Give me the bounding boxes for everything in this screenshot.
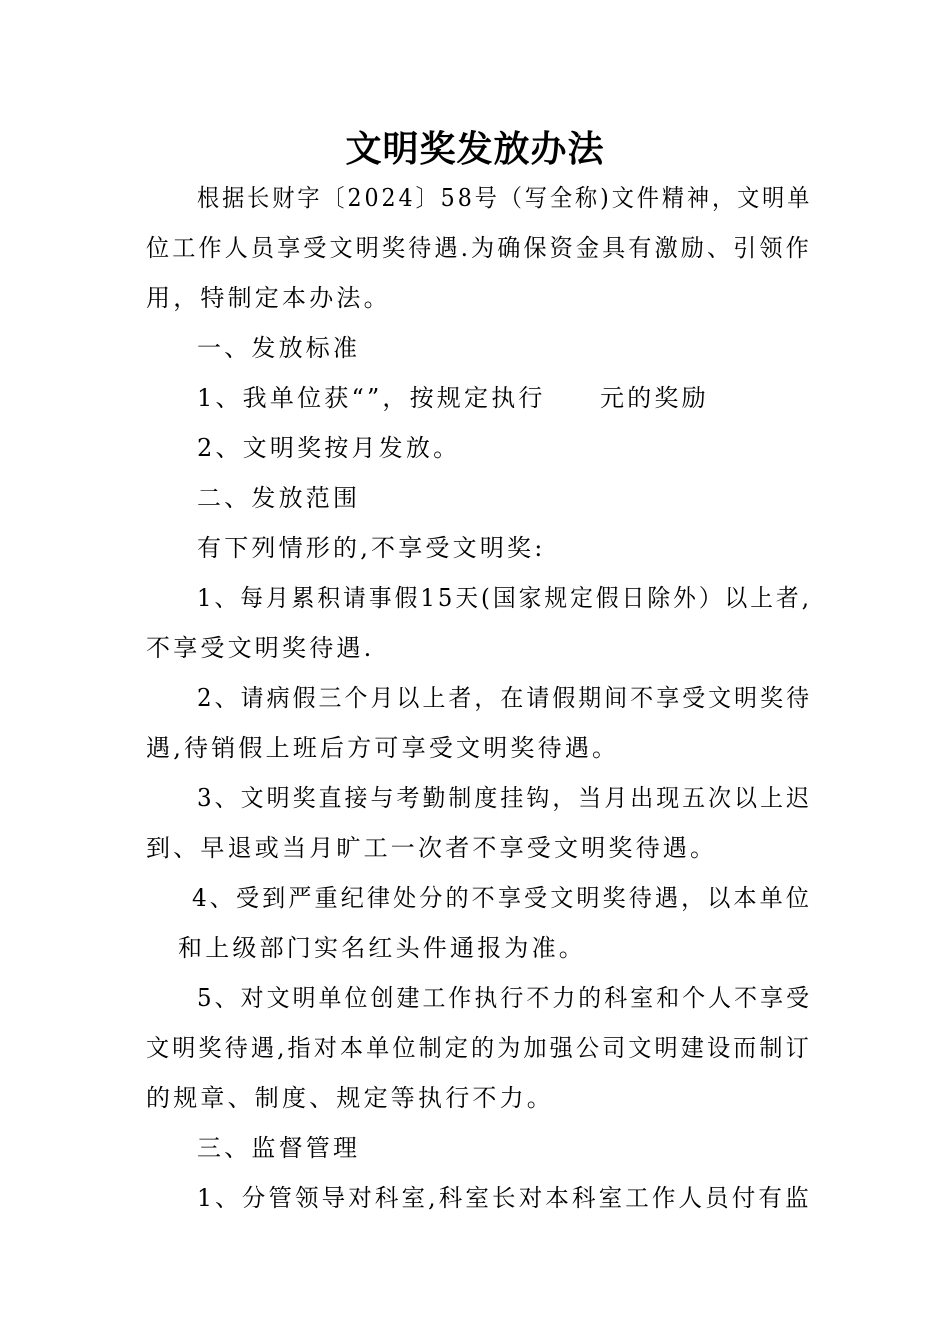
paragraph-line: 遇,待销假上班后方可享受文明奖待遇。 [146,734,620,762]
paragraph-line: 和上级部门实名红头件通报为准。 [178,934,586,962]
paragraph-line: 1、我单位获“”，按规定执行 元的奖励 [197,384,709,412]
paragraph-line: 到、早退或当月旷工一次者不享受文明奖待遇。 [146,834,718,862]
paragraph-line: 用，特制定本办法。 [146,284,391,312]
paragraph-line: 文明奖待遇,指对本单位制定的为加强公司文明建设而制订 [146,1034,812,1062]
paragraph-line: 不享受文明奖待遇. [146,634,375,662]
section-heading: 二、发放范围 [197,484,361,512]
section-heading: 一、发放标准 [197,334,361,362]
paragraph-line: 位工作人员享受文明奖待遇.为确保资金具有激励、引领作 [146,234,812,262]
paragraph-line: 2、文明奖按月发放。 [197,434,461,462]
paragraph-line: 1、分管领导对科室,科室长对本科室工作人员付有监 [197,1184,812,1212]
paragraph-line: 根据长财字〔2024〕58号（写全称)文件精神，文明单 [197,184,813,212]
paragraph-line: 4、受到严重纪律处分的不享受文明奖待遇，以本单位 [192,884,813,912]
paragraph-line: 5、对文明单位创建工作执行不力的科室和个人不享受 [197,984,813,1012]
paragraph-line: 3、文明奖直接与考勤制度挂钩，当月出现五次以上迟 [197,784,813,812]
paragraph-line: 有下列情形的,不享受文明奖: [197,534,546,562]
document-title: 文明奖发放办法 [345,128,605,170]
section-heading: 三、监督管理 [197,1134,361,1162]
paragraph-line: 的规章、制度、规定等执行不力。 [146,1084,554,1112]
paragraph-line: 2、请病假三个月以上者，在请假期间不享受文明奖待 [197,684,813,712]
paragraph-line: 1、每月累积请事假15天(国家规定假日除外）以上者, [197,584,813,612]
